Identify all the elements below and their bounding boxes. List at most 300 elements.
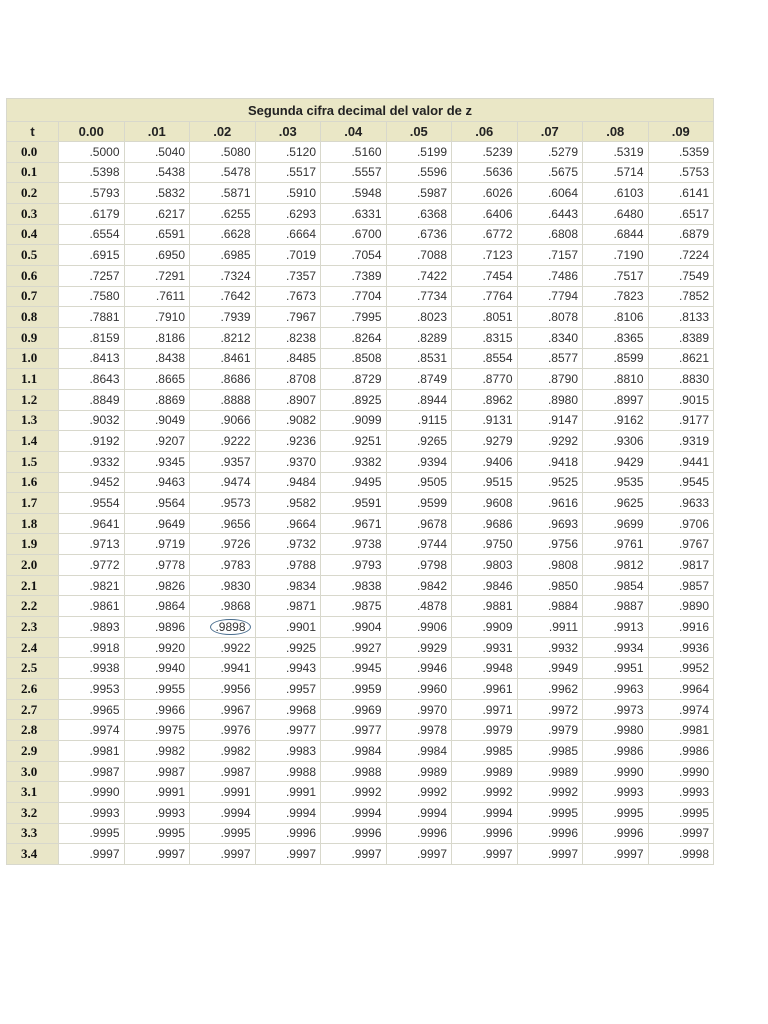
table-cell: .9949 [517, 658, 583, 679]
table-cell: .9982 [124, 741, 190, 762]
table-row [7, 803, 714, 824]
table-cell: .9997 [321, 844, 387, 865]
table-cell: .9525 [517, 472, 583, 493]
row-header: 3.1 [7, 782, 59, 803]
table-cell: .7611 [124, 286, 190, 307]
table-row [7, 555, 714, 576]
table-cell: .9993 [583, 782, 649, 803]
table-cell: .9495 [321, 472, 387, 493]
table-cell: .9713 [59, 534, 125, 555]
table-cell: .8790 [517, 369, 583, 390]
table-cell: .9922 [190, 637, 256, 658]
table-cell: .9995 [190, 823, 256, 844]
table-cell: .9641 [59, 513, 125, 534]
table-cell: .8849 [59, 389, 125, 410]
table-cell: .5120 [255, 142, 321, 163]
table-cell: .9977 [321, 720, 387, 741]
table-cell: .9793 [321, 555, 387, 576]
table-cell: .9971 [452, 699, 518, 720]
table-row [7, 513, 714, 534]
table-cell: .9788 [255, 555, 321, 576]
table-cell: .9997 [583, 844, 649, 865]
table-cell: .9992 [452, 782, 518, 803]
table-cell: .9986 [648, 741, 714, 762]
table-cell: .9986 [583, 741, 649, 762]
table-cell: .9015 [648, 389, 714, 410]
table-cell: .9965 [59, 699, 125, 720]
table-cell: .9861 [59, 596, 125, 617]
table-cell: .7764 [452, 286, 518, 307]
table-row [7, 348, 714, 369]
table-cell: .9854 [583, 575, 649, 596]
table-cell: .9996 [321, 823, 387, 844]
table-cell: .9306 [583, 431, 649, 452]
row-header: 0.9 [7, 327, 59, 348]
table-row [7, 203, 714, 224]
row-header: 0.5 [7, 245, 59, 266]
table-cell: .9994 [255, 803, 321, 824]
table-cell: .9868 [190, 596, 256, 617]
column-header: 0.00 [59, 122, 125, 142]
table-cell: .9951 [583, 658, 649, 679]
table-cell: .9418 [517, 451, 583, 472]
table-cell: .9798 [386, 555, 452, 576]
table-cell: .9474 [190, 472, 256, 493]
table-cell: .6772 [452, 224, 518, 245]
table-cell: .9925 [255, 637, 321, 658]
table-cell: .8023 [386, 307, 452, 328]
table-cell: .9987 [59, 761, 125, 782]
table-cell: .9909 [452, 617, 518, 638]
title-row [7, 99, 714, 122]
table-cell: .9370 [255, 451, 321, 472]
row-header: 2.1 [7, 575, 59, 596]
table-cell: .5987 [386, 183, 452, 204]
row-header: 0.8 [7, 307, 59, 328]
row-header: 2.0 [7, 555, 59, 576]
table-cell: .9554 [59, 493, 125, 514]
table-cell: .5596 [386, 162, 452, 183]
table-cell: .9545 [648, 472, 714, 493]
row-header: 0.7 [7, 286, 59, 307]
table-cell: .8289 [386, 327, 452, 348]
table-cell: .8599 [583, 348, 649, 369]
table-cell: .9953 [59, 679, 125, 700]
table-cell: .9591 [321, 493, 387, 514]
table-cell: .9940 [124, 658, 190, 679]
table-cell: .5199 [386, 142, 452, 163]
circle-annotation: .9898 [210, 619, 250, 635]
table-cell: .9973 [583, 699, 649, 720]
table-cell: .8888 [190, 389, 256, 410]
table-cell: .8830 [648, 369, 714, 390]
table-cell: .5319 [583, 142, 649, 163]
table-cell: .6480 [583, 203, 649, 224]
table-row [7, 720, 714, 741]
table-cell: .8729 [321, 369, 387, 390]
table-cell: .9099 [321, 410, 387, 431]
table-cell: .5438 [124, 162, 190, 183]
table-cell: .9931 [452, 637, 518, 658]
table-cell: .9974 [648, 699, 714, 720]
table-cell: .5871 [190, 183, 256, 204]
table-cell: .7794 [517, 286, 583, 307]
table-row [7, 493, 714, 514]
table-cell: .9864 [124, 596, 190, 617]
row-header: 0.0 [7, 142, 59, 163]
table-cell: .5279 [517, 142, 583, 163]
table-cell: .6293 [255, 203, 321, 224]
table-cell: .9761 [583, 534, 649, 555]
table-cell: .9693 [517, 513, 583, 534]
table-cell: .8810 [583, 369, 649, 390]
table-cell: .9625 [583, 493, 649, 514]
table-cell: .9993 [648, 782, 714, 803]
row-header: 1.9 [7, 534, 59, 555]
table-cell: .5398 [59, 162, 125, 183]
table-row [7, 617, 714, 638]
table-cell: .7486 [517, 265, 583, 286]
table-cell: .5948 [321, 183, 387, 204]
table-cell: .9222 [190, 431, 256, 452]
table-cell: .5040 [124, 142, 190, 163]
column-header: .04 [321, 122, 387, 142]
table-cell: .8621 [648, 348, 714, 369]
table-cell: .9932 [517, 637, 583, 658]
table-cell: .9505 [386, 472, 452, 493]
table-cell: .9875 [321, 596, 387, 617]
table-cell: .8531 [386, 348, 452, 369]
table-cell: .7967 [255, 307, 321, 328]
table-cell: .9664 [255, 513, 321, 534]
table-row [7, 431, 714, 452]
table-cell: .9997 [59, 844, 125, 865]
corner-label: t [7, 122, 59, 142]
table-cell: .6591 [124, 224, 190, 245]
table-cell: .8485 [255, 348, 321, 369]
table-cell: .9985 [517, 741, 583, 762]
table-cell: .6700 [321, 224, 387, 245]
table-cell: .9977 [255, 720, 321, 741]
table-cell: .9995 [648, 803, 714, 824]
table-cell: .7422 [386, 265, 452, 286]
table-cell: .9920 [124, 637, 190, 658]
table-cell: .9964 [648, 679, 714, 700]
table-cell: .8461 [190, 348, 256, 369]
row-header: 1.8 [7, 513, 59, 534]
table-cell: .9649 [124, 513, 190, 534]
table-cell: .9997 [517, 844, 583, 865]
table-cell: .8686 [190, 369, 256, 390]
table-cell: .9956 [190, 679, 256, 700]
table-cell: .5517 [255, 162, 321, 183]
table-cell: .9535 [583, 472, 649, 493]
table-cell: .9251 [321, 431, 387, 452]
table-cell: .8264 [321, 327, 387, 348]
table-cell: .9656 [190, 513, 256, 534]
table-cell: .9599 [386, 493, 452, 514]
table-cell: .9904 [321, 617, 387, 638]
table-cell: .9987 [124, 761, 190, 782]
table-cell: .6879 [648, 224, 714, 245]
table-cell: .9192 [59, 431, 125, 452]
table-cell: .8643 [59, 369, 125, 390]
table-cell: .8078 [517, 307, 583, 328]
table-cell: .8051 [452, 307, 518, 328]
table-cell: .8365 [583, 327, 649, 348]
table-cell: .9515 [452, 472, 518, 493]
table-cell: .9985 [452, 741, 518, 762]
table-cell: .8869 [124, 389, 190, 410]
table-cell: .9871 [255, 596, 321, 617]
table-cell: .9918 [59, 637, 125, 658]
table-cell: .9938 [59, 658, 125, 679]
table-cell: .6064 [517, 183, 583, 204]
table-cell: .9996 [255, 823, 321, 844]
table-cell: .7517 [583, 265, 649, 286]
table-cell: .5000 [59, 142, 125, 163]
table-cell: .9994 [452, 803, 518, 824]
table-cell: .7939 [190, 307, 256, 328]
table-cell: .6331 [321, 203, 387, 224]
table-cell: .9564 [124, 493, 190, 514]
table-cell: .9147 [517, 410, 583, 431]
table-cell: .8106 [583, 307, 649, 328]
row-header: 3.0 [7, 761, 59, 782]
table-cell: .7823 [583, 286, 649, 307]
table-cell: .9893 [59, 617, 125, 638]
table-cell: .9979 [517, 720, 583, 741]
table-cell: .8413 [59, 348, 125, 369]
table-cell: .9997 [386, 844, 452, 865]
table-cell: .9608 [452, 493, 518, 514]
table-cell: .9966 [124, 699, 190, 720]
table-cell: .9961 [452, 679, 518, 700]
table-cell: .7704 [321, 286, 387, 307]
table-cell: .9983 [255, 741, 321, 762]
table-row [7, 327, 714, 348]
table-cell: .9484 [255, 472, 321, 493]
table-cell: .9984 [386, 741, 452, 762]
table-cell: .9995 [59, 823, 125, 844]
table-cell: .7852 [648, 286, 714, 307]
table-cell: .6844 [583, 224, 649, 245]
table-cell: .5910 [255, 183, 321, 204]
table-cell: .9357 [190, 451, 256, 472]
table-cell: .9857 [648, 575, 714, 596]
table-cell: .9842 [386, 575, 452, 596]
row-header: 0.2 [7, 183, 59, 204]
table-cell: .9967 [190, 699, 256, 720]
table-row [7, 761, 714, 782]
table-cell: .7224 [648, 245, 714, 266]
table-row [7, 472, 714, 493]
table-cell: .9817 [648, 555, 714, 576]
table-cell: .5793 [59, 183, 125, 204]
table-cell: .6026 [452, 183, 518, 204]
table-cell: .9934 [583, 637, 649, 658]
table-cell: .6808 [517, 224, 583, 245]
table-cell: .9997 [452, 844, 518, 865]
table-cell: .7454 [452, 265, 518, 286]
table-cell: .9988 [321, 761, 387, 782]
table-cell: .6406 [452, 203, 518, 224]
table-cell: .9726 [190, 534, 256, 555]
table-cell: .7995 [321, 307, 387, 328]
table-cell: .5675 [517, 162, 583, 183]
table-cell: .7088 [386, 245, 452, 266]
table-cell: .9906 [386, 617, 452, 638]
table-row [7, 679, 714, 700]
table-cell: .9452 [59, 472, 125, 493]
table-cell: .9960 [386, 679, 452, 700]
table-cell: .5714 [583, 162, 649, 183]
row-header: 3.2 [7, 803, 59, 824]
table-cell: .9916 [648, 617, 714, 638]
table-cell: .7157 [517, 245, 583, 266]
row-header: 2.3 [7, 617, 59, 638]
table-cell: .5636 [452, 162, 518, 183]
table-cell: .9821 [59, 575, 125, 596]
table-cell: .9997 [648, 823, 714, 844]
table-cell: .9980 [583, 720, 649, 741]
row-header: 1.0 [7, 348, 59, 369]
table-row [7, 575, 714, 596]
table-row [7, 183, 714, 204]
table-cell: .9332 [59, 451, 125, 472]
column-header: .07 [517, 122, 583, 142]
table-cell: .8508 [321, 348, 387, 369]
row-header: 0.3 [7, 203, 59, 224]
table-cell: .9992 [321, 782, 387, 803]
table-cell: .9981 [59, 741, 125, 762]
table-cell: .9032 [59, 410, 125, 431]
table-cell: .9834 [255, 575, 321, 596]
table-cell: .9994 [321, 803, 387, 824]
table-cell: .9582 [255, 493, 321, 514]
table-cell: .9976 [190, 720, 256, 741]
table-cell: .8925 [321, 389, 387, 410]
row-header: 2.5 [7, 658, 59, 679]
table-cell: .9959 [321, 679, 387, 700]
table-cell: .9699 [583, 513, 649, 534]
table-cell: .5478 [190, 162, 256, 183]
table-cell: .9992 [386, 782, 452, 803]
table-cell: .9929 [386, 637, 452, 658]
table-cell: .8708 [255, 369, 321, 390]
table-cell: .9994 [190, 803, 256, 824]
table-cell: .9236 [255, 431, 321, 452]
table-cell: .9987 [190, 761, 256, 782]
table-cell: .9994 [386, 803, 452, 824]
table-cell: .6517 [648, 203, 714, 224]
table-cell: .9846 [452, 575, 518, 596]
table-cell: .8238 [255, 327, 321, 348]
table-cell: .9744 [386, 534, 452, 555]
table-cell: .9945 [321, 658, 387, 679]
table-cell: .8577 [517, 348, 583, 369]
table-cell: .9279 [452, 431, 518, 452]
row-header: 0.4 [7, 224, 59, 245]
table-cell: .9941 [190, 658, 256, 679]
table-cell: .7054 [321, 245, 387, 266]
table-cell: .8907 [255, 389, 321, 410]
table-cell: .6985 [190, 245, 256, 266]
table-cell: .9884 [517, 596, 583, 617]
row-header: 1.7 [7, 493, 59, 514]
table-cell: .9115 [386, 410, 452, 431]
column-header: .09 [648, 122, 714, 142]
table-cell: .9992 [517, 782, 583, 803]
column-header: .06 [452, 122, 518, 142]
table-cell: .9406 [452, 451, 518, 472]
table-cell: .9671 [321, 513, 387, 534]
table-cell: .9996 [386, 823, 452, 844]
table-cell: .9767 [648, 534, 714, 555]
table-row [7, 286, 714, 307]
table-cell: .9890 [648, 596, 714, 617]
table-cell: .5557 [321, 162, 387, 183]
table-cell: .6103 [583, 183, 649, 204]
table-cell: .9997 [124, 844, 190, 865]
table-cell: .7910 [124, 307, 190, 328]
table-cell: .6255 [190, 203, 256, 224]
table-cell: .6141 [648, 183, 714, 204]
table-cell: .9756 [517, 534, 583, 555]
table-cell: .6179 [59, 203, 125, 224]
table-cell: .9936 [648, 637, 714, 658]
row-header: 1.4 [7, 431, 59, 452]
table-cell: .7642 [190, 286, 256, 307]
table-cell: .6554 [59, 224, 125, 245]
table-cell: .9896 [124, 617, 190, 638]
table-row [7, 224, 714, 245]
table-row [7, 245, 714, 266]
table-cell: .8340 [517, 327, 583, 348]
row-header: 2.2 [7, 596, 59, 617]
table-title: Segunda cifra decimal del valor de z [7, 99, 714, 122]
table-cell: .7734 [386, 286, 452, 307]
table-cell: .8749 [386, 369, 452, 390]
table-cell: .9957 [255, 679, 321, 700]
table-cell: .9989 [386, 761, 452, 782]
table-cell: .9955 [124, 679, 190, 700]
table-cell: .9066 [190, 410, 256, 431]
table-cell: .9429 [583, 451, 649, 472]
table-row [7, 265, 714, 286]
table-row [7, 699, 714, 720]
row-header: 3.4 [7, 844, 59, 865]
table-cell: .7257 [59, 265, 125, 286]
table-cell: .7019 [255, 245, 321, 266]
table-cell: .9808 [517, 555, 583, 576]
table-cell: .7291 [124, 265, 190, 286]
table-cell: .8997 [583, 389, 649, 410]
table-cell: .9995 [517, 803, 583, 824]
table-cell: .9719 [124, 534, 190, 555]
row-header: 1.3 [7, 410, 59, 431]
table-cell: .7580 [59, 286, 125, 307]
table-cell: .9463 [124, 472, 190, 493]
table-cell: .9989 [517, 761, 583, 782]
column-header: .01 [124, 122, 190, 142]
table-cell: .5160 [321, 142, 387, 163]
table-cell: .9996 [583, 823, 649, 844]
table-cell: .9974 [59, 720, 125, 741]
table-cell: .9812 [583, 555, 649, 576]
table-cell: .9982 [190, 741, 256, 762]
row-header: 3.3 [7, 823, 59, 844]
